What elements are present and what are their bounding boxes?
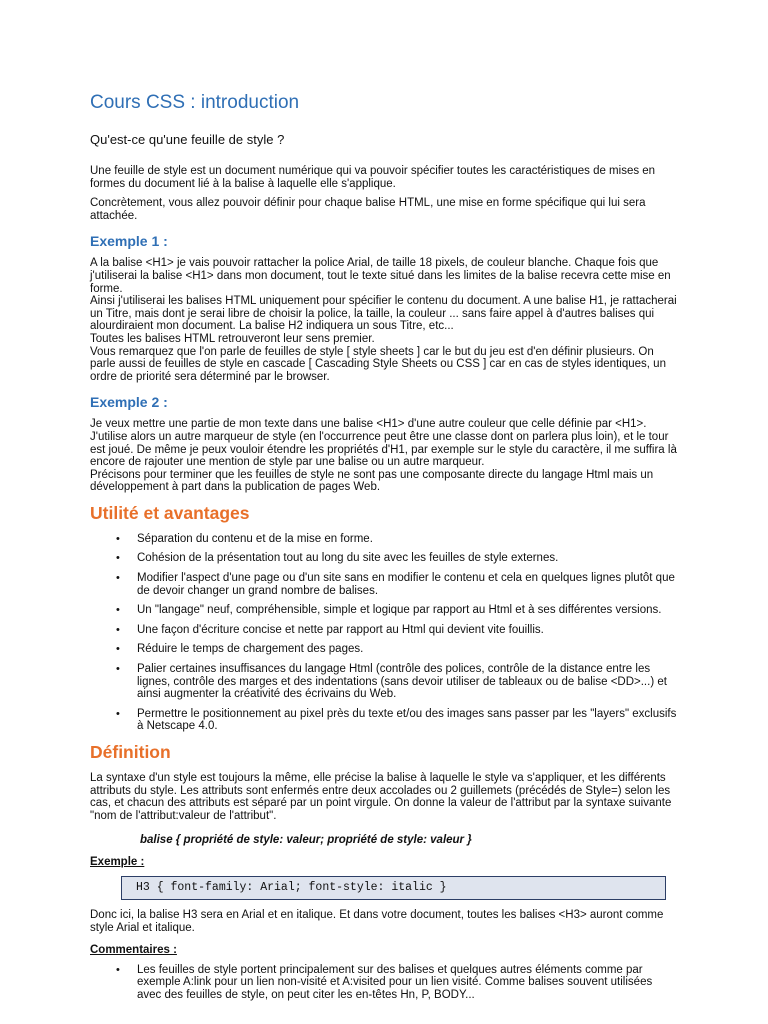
definition-text: La syntaxe d'un style est toujours la même, elle précise la balise à laquelle le style va s'appliquer, et les différents attributs du style. Les attributs sont enfermés entre deux accolades ou 2 guillemets (précédés de Style=) selon les cas, et chacun des attributs est séparé par un point virgule. On donne la valeur de l'attribut par la syntaxe suivante "nom de l'attribut:valeur de l'attribut". bbox=[90, 772, 672, 822]
comments-label: Commentaires : bbox=[90, 943, 177, 956]
bullet-icon: • bbox=[116, 572, 120, 585]
bullet-icon: • bbox=[116, 552, 120, 565]
page-subtitle: Qu'est-ce qu'une feuille de style ? bbox=[90, 132, 285, 147]
intro-paragraph-1: Une feuille de style est un document numérique qui va pouvoir spécifier toutes les caractéristiques de mises en formes du document lié à la balise à laquelle elle s'applique. bbox=[90, 165, 656, 190]
list-item: • Réduire le temps de chargement des pages. bbox=[116, 643, 364, 656]
advantages-list bbox=[90, 533, 678, 733]
list-item: • Permettre le positionnement au pixel près du texte et/ou des images sans passer par les "layers" exclusifs à Netscape 4.0. bbox=[116, 707, 677, 733]
list-item: • Modifier l'aspect d'une page ou d'un site sans en modifier le contenu et cela en quelques lignes plutôt que de devoir changer un grand nombre de balises. bbox=[116, 572, 675, 597]
code-example-box: H3 { font-family: Arial; font-style: italic } bbox=[121, 876, 666, 900]
example2-line-2: Précisons pour terminer que les feuilles de style ne sont pas une composante directe du langage Html mais un développement à part dans la publication de pages Web. bbox=[90, 468, 654, 494]
bullet-icon: • bbox=[116, 643, 120, 656]
list-item: • Les feuilles de style portent principalement sur des balises et quelques autres éléments comme par exemple A:link pour un lien non-visité et A:visited pour un lien visité. Comme balises souvent utilisées avec des feuilles de style, on peut citer les en-têtes Hn, P, BODY... bbox=[116, 963, 653, 1001]
page-title: Cours CSS : introduction bbox=[90, 92, 300, 113]
example1-line-2: Ainsi j'utiliserai les balises HTML uniquement pour spécifier le contenu du document. A une balise H1, je rattacherai un Titre, mais dont je serai libre de choisir la police, la taille, la couleur ... sans faire appel à d'autres balises qui alourdiraient mon document. La balise H2 indiquera un sous Titre, etc... bbox=[90, 295, 677, 333]
bullet-icon: • bbox=[116, 663, 120, 676]
example2-line-1: Je veux mettre une partie de mon texte dans une balise <H1> d'une autre couleur que celle définie par <H1>. J'utilise alors un autre marqueur de style (en l'occurrence peut être une classe dont on parlera plus loin), et le tour est joué. De même je peux vouloir étendre les propriétés d'H1, par exemple sur le style du caractère, il me suffira là encore de rajouter une mention de style par une balise ou un autre marqueur. bbox=[90, 418, 677, 469]
bullet-icon: • bbox=[116, 963, 120, 976]
list-item: • Palier certaines insuffisances du langage Html (contrôle des polices, contrôle de la distance entre les lignes, contrôle des marges et des indentations (sans devoir utiliser de tableaux ou de balise <DD>...) et ainsi augmenter la créativité des écrivains du Web. bbox=[116, 663, 667, 701]
code-explanation: Donc ici, la balise H3 sera en Arial et en italique. Et dans votre document, toutes les balises <H3> auront comme style Arial et italique. bbox=[90, 909, 664, 934]
definition-heading: Définition bbox=[90, 742, 171, 762]
example1-body bbox=[90, 257, 678, 383]
example2-body bbox=[90, 418, 678, 494]
list-item: • Un "langage" neuf, compréhensible, simple et logique par rapport au Html et à ses différentes versions. bbox=[116, 604, 662, 617]
intro-paragraph-2: Concrètement, vous allez pouvoir définir pour chaque balise HTML, une mise en forme spécifique qui lui sera attachée. bbox=[90, 197, 646, 222]
bullet-icon: • bbox=[116, 623, 120, 636]
example1-line-3: Toutes les balises HTML retrouveront leur sens premier. bbox=[90, 332, 375, 345]
advantages-heading: Utilité et avantages bbox=[90, 502, 250, 523]
bullet-icon: • bbox=[116, 707, 120, 720]
syntax-line: balise { propriété de style: valeur; propriété de style: valeur } bbox=[140, 834, 472, 847]
list-item: • Cohésion de la présentation tout au long du site avec les feuilles de style externes. bbox=[116, 552, 559, 565]
example1-line-1: A la balise <H1> je vais pouvoir rattacher la police Arial, de taille 18 pixels, de couleur blanche. Chaque fois que j'utiliserai la balise <H1> dans mon document, tout le texte situé dans les limites de la balise recevra cette mise en forme. bbox=[90, 257, 671, 295]
bullet-icon: • bbox=[116, 604, 120, 617]
example1-line-4: Vous remarquez que l'on parle de feuilles de style [ style sheets ] car le but du jeu est d'en définir plusieurs. On parle aussi de feuilles de style en cascade [ Cascading Style Sheets ou CSS ] car en cas de styles identiques, un ordre de priorité sera déterminé par le browser. bbox=[90, 345, 666, 383]
list-item: • Une façon d'écriture concise et nette par rapport au Html qui devient vite fouillis. bbox=[116, 623, 544, 636]
comments-list bbox=[90, 964, 678, 1002]
example1-heading: Exemple 1 : bbox=[90, 233, 168, 250]
bullet-icon: • bbox=[116, 532, 120, 545]
example-label: Exemple : bbox=[90, 856, 145, 869]
list-item: • Séparation du contenu et de la mise en forme. bbox=[116, 532, 373, 545]
example2-heading: Exemple 2 : bbox=[90, 394, 168, 411]
